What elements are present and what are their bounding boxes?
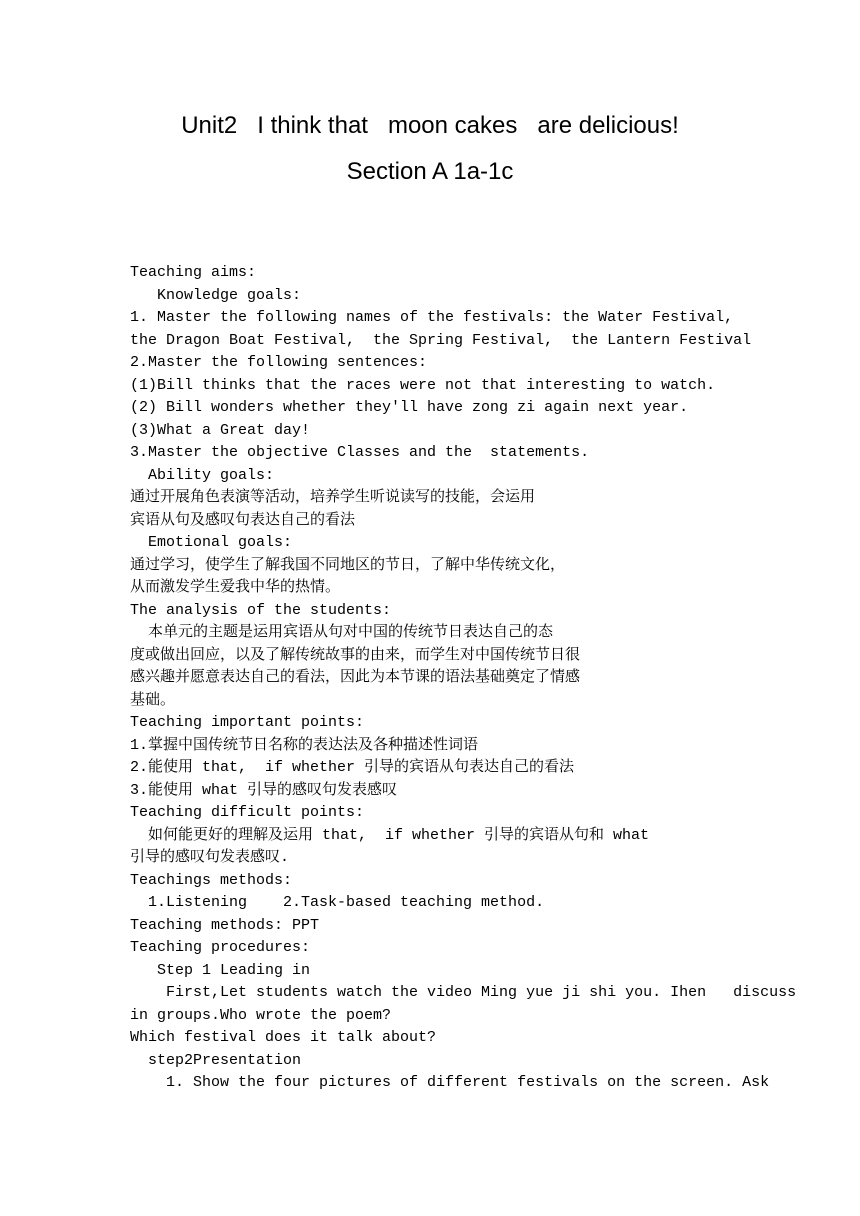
body-line: (2) Bill wonders whether they'll have zong zi again next year. bbox=[130, 399, 689, 416]
document-body bbox=[130, 262, 797, 1095]
body-line: the Dragon Boat Festival, the Spring Festival, the Lantern Festival bbox=[130, 331, 752, 349]
document-title: Unit2 I think that moon cakes are delicious! bbox=[181, 112, 679, 139]
body-line: Emotional goals: bbox=[130, 534, 293, 551]
body-line: Teachings methods: bbox=[130, 871, 293, 889]
body-line: 1. Master the following names of the festivals: the Water Festival, bbox=[130, 309, 734, 326]
body-line: 1. Show the four pictures of different festivals on the screen. Ask bbox=[130, 1074, 770, 1091]
body-line: 基础。 bbox=[130, 691, 176, 709]
document-subtitle: Section A 1a-1c bbox=[346, 158, 514, 185]
body-line: 3.Master the objective Classes and the statements. bbox=[130, 444, 590, 461]
body-line: 通过学习，使学生了解我国不同地区的节日，了解中华传统文化， bbox=[130, 556, 566, 574]
body-line: 宾语从句及感叹句表达自己的看法 bbox=[130, 511, 356, 529]
body-line: 从而激发学生爱我中华的热情。 bbox=[130, 579, 341, 596]
body-line: 2.Master the following sentences: bbox=[130, 354, 428, 371]
body-line: Knowledge goals: bbox=[130, 286, 302, 304]
body-line: (3)What a Great day! bbox=[130, 421, 311, 439]
body-line: 度或做出回应，以及了解传统故事的由来，而学生对中国传统节日很 bbox=[130, 646, 581, 664]
body-line: Which festival does it talk about? bbox=[130, 1029, 437, 1046]
body-line: Ability goals: bbox=[130, 466, 275, 484]
body-line: Teaching difficult points: bbox=[130, 804, 365, 821]
body-line: Step 1 Leading in bbox=[130, 961, 311, 979]
body-line: 1.掌握中国传统节日名称的表达法及各种描述性词语 bbox=[130, 736, 479, 754]
body-line: 2.能使用 that, if whether 引导的宾语从句表达自己的看法 bbox=[130, 759, 575, 776]
body-line: Teaching methods: PPT bbox=[130, 916, 320, 934]
body-line: 本单元的主题是运用宾语从句对中国的传统节日表达自己的态 bbox=[130, 624, 554, 641]
body-line: 通过开展角色表演等活动，培养学生听说读写的技能，会运用 bbox=[130, 489, 536, 506]
body-line: Teaching important points: bbox=[130, 714, 365, 731]
body-line: Teaching procedures: bbox=[130, 939, 311, 956]
body-line: 感兴趣并愿意表达自己的看法，因此为本节课的语法基础奠定了情感 bbox=[130, 669, 581, 686]
body-line: 3.能使用 what 引导的感叹句发表感叹 bbox=[130, 781, 398, 799]
body-line: First,Let students watch the video Ming yue ji shi you. Ihen discuss bbox=[130, 984, 797, 1001]
body-line: Teaching aims: bbox=[130, 264, 257, 281]
body-line: The analysis of the students: bbox=[130, 601, 392, 619]
body-line: 如何能更好的理解及运用 that, if whether 引导的宾语从句和 what bbox=[130, 826, 650, 844]
body-line: step2Presentation bbox=[130, 1051, 302, 1069]
body-line: in groups.Who wrote the poem? bbox=[130, 1006, 392, 1024]
body-line: (1)Bill thinks that the races were not that interesting to watch. bbox=[130, 376, 716, 394]
body-line: 1.Listening 2.Task-based teaching method. bbox=[130, 894, 545, 911]
body-line: 引导的感叹句发表感叹. bbox=[130, 849, 290, 866]
